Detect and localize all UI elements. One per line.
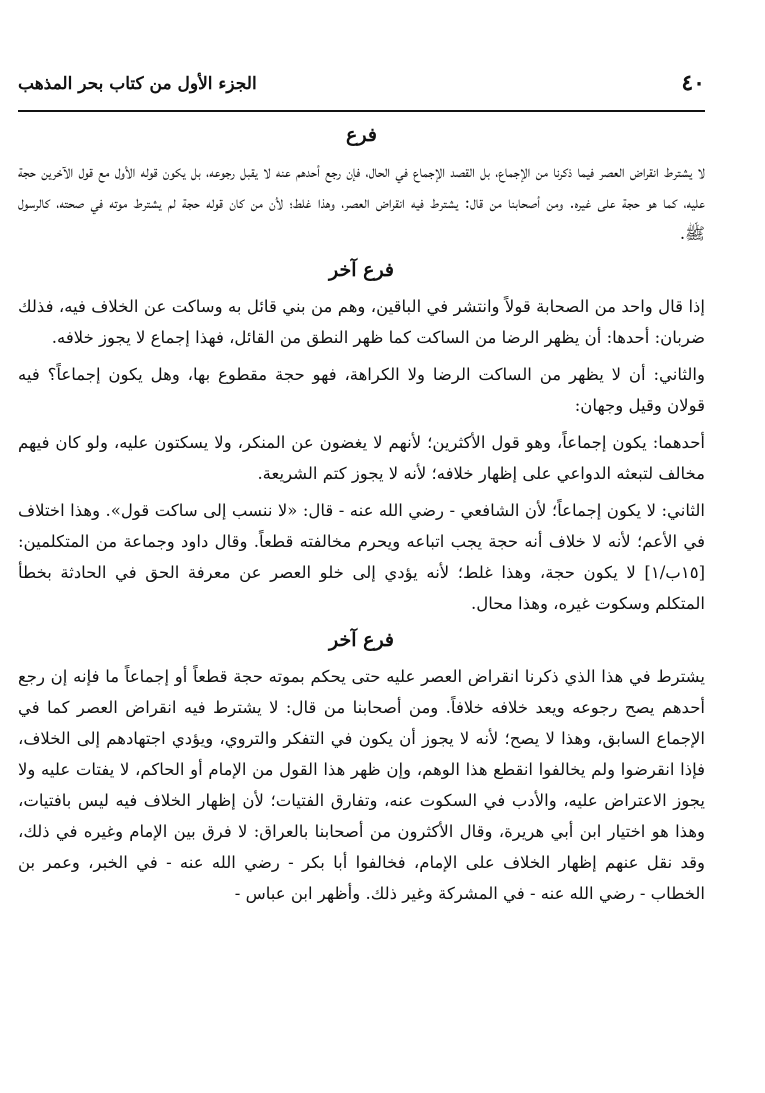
section-heading: فرع آخر: [328, 629, 395, 651]
paragraph: أحدهما: يكون إجماعاً، وهو قول الأكثرين؛ لأنهم لا يغضون عن المنكر، ولا يسكتون عليه، ولو كان فيهم مخالف لتبعثه الدواعي على إظهار خلافه؛ لأنه لا يجوز كتم الشريعة.: [18, 433, 705, 483]
page-body: [18, 118, 705, 1093]
paragraph: إذا قال واحد من الصحابة قولاً وانتشر في الباقين، وهم من بني قائل به وساكت عن الخلاف فيه، فذلك ضربان: أحدها: أن يظهر الرضا من الساكت كما ظهر النطق من القائل، فهذا إجماع لا يجوز خلافه.: [18, 297, 705, 347]
running-title: الجزء الأول من كتاب بحر المذهب: [18, 74, 257, 94]
section-heading: فرع آخر: [328, 259, 395, 281]
paragraph: يشترط في هذا الذي ذكرنا انقراض العصر عليه حتى يحكم بموته حجة قطعاً أو إجماعاً ما فإنه إن رجع أحدهم يصح رجوعه ويعد خلافه خلافاً. ومن أصحابنا من قال: لا يشترط فيه انقراض العصر كما في الإجماع السابق، وهذا لا يصح؛ لأنه لا يجوز أن يكون في التفكر والتروي، ويؤدي اجتهادهم إلى الخلاف، فإذا انقرضوا ولم يخالفوا انقطع هذا الوهم، وإن ظهر هذا القول من الإمام أو الحاكم، لا يفتات عليه ولا يجوز الاعتراض عليه، والأدب في السكوت عنه، وتفارق الفتيات؛ لأن إظهار الخلاف فيه ليس بافتيات، وهذا هو اختيار ابن أبي هريرة، وقال الأكثرون من أصحابنا بالعراق: لا فرق بين الإمام وغيره في ذلك، وقد نقل عنهم إظهار الخلاف على الإمام، فخالفوا أبا بكر - رضي الله عنه - في الخبر، وعمر بن الخطاب - رضي الله عنه - في المشركة وغير ذلك. وأظهر ابن عباس -: [18, 667, 705, 903]
paragraph: والثاني: أن لا يظهر من الساكت الرضا ولا الكراهة، فهو حجة مقطوع بها، وهل يكون إجماعاً؟ فيه قولان وقيل وجهان:: [18, 365, 705, 415]
section-heading: فرع: [346, 124, 377, 146]
page-header: [18, 60, 705, 112]
page-number: ٤٠: [681, 70, 705, 96]
paragraph: الثاني: لا يكون إجماعاً؛ لأن الشافعي - رضي الله عنه - قال: «لا ننسب إلى ساكت قول». وهذا اختلاف في الأعم؛ لأنه لا خلاف أنه حجة يجب اتباعه ويحرم مخالفته قطعاً. وقال داود وجماعة من المتكلمين: [١٥ب/١] لا يكون حجة، وهذا غلط؛ لأنه يؤدي إلى خلو العصر عن معرفة الحق في الحادثة بخطأ المتكلم وسكوت غيره، وهذا محال.: [18, 501, 705, 613]
paragraph: لا يشترط انقراض العصر فيما ذكرنا من الإجماع، بل القصد الإجماع في الحال، فإن رجع أحدهم عنه لا يقبل رجوعه، بل يكون قوله الأول مع قول الآخرين حجة عليه، كما هو حجة على غيره. ومن أصحابنا من قال: يشترط فيه انقراض العصر، وهذا غلط؛ لأن من كان قوله حجة لم يشترط موته في صحته، كالرسول ﷺ.: [18, 162, 705, 243]
